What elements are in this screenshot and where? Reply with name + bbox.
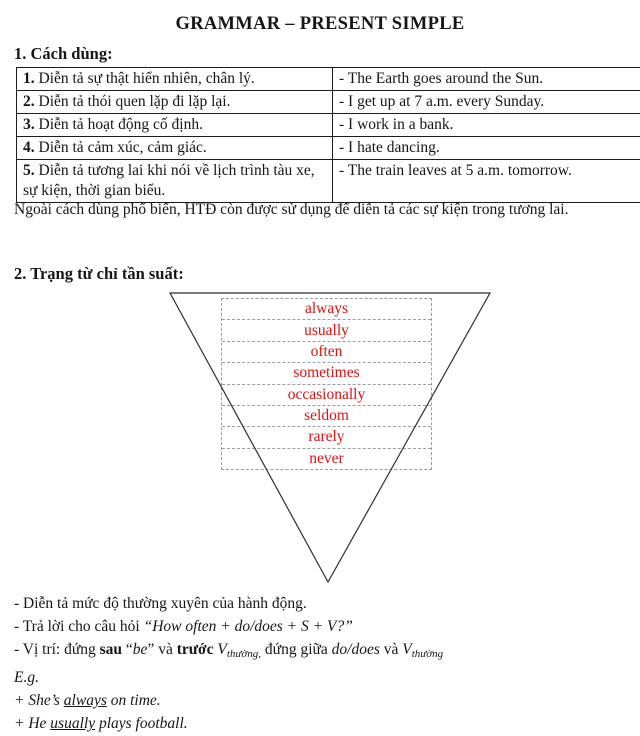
example-cell: - The train leaves at 5 a.m. tomorrow. [333, 160, 640, 203]
usage-cell [17, 137, 333, 160]
adverb-item: sometimes [222, 363, 431, 384]
row-number: 1. [23, 70, 35, 87]
usage-table [16, 67, 640, 203]
note-line: - Vị trí: đứng sau “be” và trước $V_{thường,}$ đứng giữa do/does và $V_{thường}$ [14, 641, 444, 660]
usage-text: Diễn tả sự thật hiển nhiên, chân lý. [38, 70, 255, 87]
example-cell: - I get up at 7 a.m. every Sunday. [333, 91, 640, 114]
row-number: 2. [23, 93, 35, 110]
section1-note: Ngoài cách dùng phổ biến, HTĐ còn được sử dụng để diễn tả các sự kiện trong tương lai. [14, 201, 569, 218]
usage-cell [17, 91, 333, 114]
table-row [17, 137, 640, 160]
usage-text: Diễn tả tương lai khi nói về lịch trình tàu xe, sự kiện, thời gian biểu. [23, 162, 315, 199]
row-number: 5. [23, 162, 35, 179]
usage-cell [17, 68, 333, 91]
section2-heading: 2. Trạng từ chỉ tần suất: [14, 264, 184, 283]
adverb-item: rarely [222, 427, 431, 448]
usage-cell [17, 160, 333, 203]
note-line: - Diễn tả mức độ thường xuyên của hành động. [14, 595, 307, 612]
adverb-item: never [309, 449, 344, 467]
usage-text: Diễn tả cảm xúc, cảm giác. [38, 139, 207, 156]
example-cell: - I work in a bank. [333, 114, 640, 137]
row-number: 3. [23, 116, 35, 133]
frequency-funnel [0, 290, 640, 590]
section1-heading: 1. Cách dùng: [14, 44, 113, 63]
example-cell: - The Earth goes around the Sun. [333, 68, 640, 91]
adverb-item: often [222, 342, 431, 363]
table-row [17, 68, 640, 91]
page-title: GRAMMAR – PRESENT SIMPLE [175, 14, 465, 34]
adverb-item: seldom [222, 406, 431, 427]
note-line: + She’s always on time. [14, 692, 161, 709]
usage-notes [14, 592, 626, 735]
table-row [17, 160, 640, 203]
table-row [17, 114, 640, 137]
note-line: E.g. [14, 669, 39, 686]
note-line: - Trả lời cho câu hỏi “How often + do/does + S + V?” [14, 618, 353, 635]
adverb-list [221, 298, 432, 470]
adverb-item: always [222, 299, 431, 320]
example-cell: - I hate dancing. [333, 137, 640, 160]
usage-text: Diễn tả thói quen lặp đi lặp lại. [38, 93, 231, 110]
note-line: + He usually plays football. [14, 715, 188, 732]
usage-text: Diễn tả hoạt động cố định. [38, 116, 203, 133]
table-row [17, 91, 640, 114]
adverb-item: occasionally [222, 385, 431, 406]
adverb-item: usually [222, 320, 431, 341]
usage-cell [17, 114, 333, 137]
row-number: 4. [23, 139, 35, 156]
